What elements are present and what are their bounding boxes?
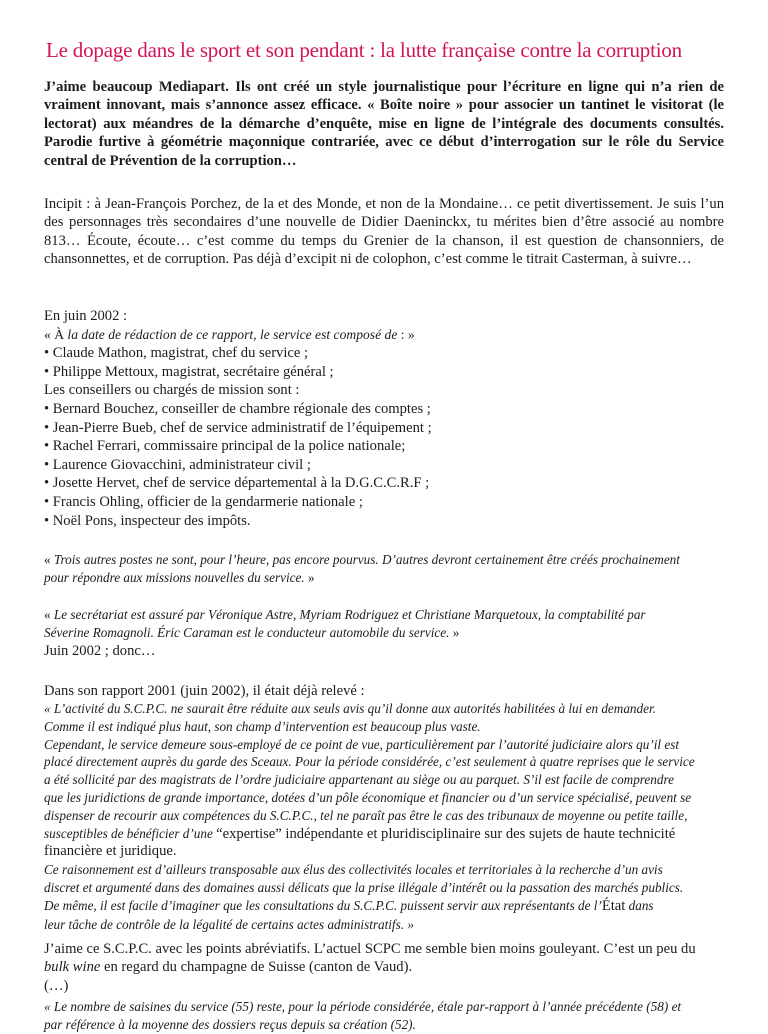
adviser-item: • Noël Pons, inspecteur des impôts. [44,512,251,529]
scpc-comment: J’aime ce S.C.P.C. avec les points abréviatifs. L’actuel SCPC me semble bien moins gouleyant. C’est un peu du bulk wine en regard du champagne de Suisse (canton de Vaud). (…) [44,941,696,994]
advisers-heading: Les conseillers ou chargés de mission sont : [44,382,300,399]
saisines-quote: « Le nombre de saisines du service (55) reste, pour la période considérée, étale par-rapport à l’année précédente (58) et par référence à la moyenne des dossiers reçus depuis sa création (52). [44,999,682,1032]
adviser-item: • Francis Ohling, officier de la gendarmerie nationale ; [44,493,363,510]
adviser-item: • Bernard Bouchez, conseiller de chambre régionale des comptes ; [44,400,431,417]
rapport-heading: Dans son rapport 2001 (juin 2002), il était déjà relevé : [44,683,365,699]
rapport-quote: « L’activité du S.C.P.C. ne saurait être réduite aux seuls avis qu’il donne aux autorités habilitées à lui en demander. Comme il est indiqué plus haut, son champ d’intervention est beaucoup plus vaste. Cependant, le service demeure sous-employé de ce point de vue, particulièrement par l’autorité judiciaire alors qu’il est placé directement auprès du garde des Sceaux. Pour la période considérée, c’est seulement à quatre reprises que le service a été sollicité par des magistrats de l’ordre judiciaire appartenant au siège ou au parquet. S’il est facile de comprendre que les juridictions de grande importance, dotées d’un pôle économique et financier ou d’un service spécialisé, peuvent se dispenser de recourir aux compétences du S.C.P.C., tel ne paraît pas être le cas des tribunaux de moyenne ou petite taille, susceptibles de bénéficier d’une “expertise” indépendante et pluridisciplinaire sur des sujets de haute technicité financière et juridique. Ce raisonnement est d’ailleurs transposable aux élus des collectivités locales et territoriales à la recherche d’un avis discret et argumenté dans des domaines aussi délicats que la prise illégale d’intérêt ou la passation des marchés publics. De même, il est facile d’imaginer que les consultations du S.C.P.C. puissent servir aux représentants de l’État dans leur tâche de contrôle de la légalité de certains actes administratifs. » [44,701,695,932]
adviser-item: • Josette Hervet, chef de service départemental à la D.G.C.C.R.F ; [44,475,430,492]
adviser-item: • Jean-Pierre Bueb, chef de service administratif de l’équipement ; [44,419,432,436]
juin-donc: Juin 2002 ; donc… [44,643,156,659]
quote-postes: « Trois autres postes ne sont, pour l’heure, pas encore pourvus. D’autres devront certainement être créés prochainement pour répondre aux missions nouvelles du service. » [44,552,680,585]
staff-section [44,307,724,530]
composition-quote: « À la date de rédaction de ce rapport, le service est composé de : » [44,326,415,342]
adviser-item: • Rachel Ferrari, commissaire principal de la police nationale; [44,438,406,455]
intro-paragraph: J’aime beaucoup Mediapart. Ils ont créé un style journalistique pour l’écriture en ligne qui n’a rien de vraiment innovant, mais s’annonce assez efficace. « Boîte noire » pour associer un tantinet le visitorat (le lectorat) aux méandres de la démarche d’enquête, mise en ligne de l’intégrale des documents consultés. Parodie furtive à géométrie maçonnique contrariée, avec ce début d’interrogation sur le rôle du Service central de Prévention de la corruption… [44,79,724,169]
quote-secretariat: « Le secrétariat est assuré par Véronique Astre, Myriam Rodriguez et Christiane Marquetoux, la comptabilité par Séverine Romagnoli. Éric Caraman est le conducteur automobile du service. » [44,607,646,640]
staff-item: • Philippe Mettoux, magistrat, secrétaire général ; [44,363,334,380]
section-heading: En juin 2002 : [44,308,128,324]
incipit-paragraph: Incipit : à Jean-François Porchez, de la et des Monde, et non de la Mondaine… ce petit divertissement. Je suis l’un des personnages très secondaires d’une nouvelle de Didier Daeninckx, tu mérites bien d’être associé au nombre 813… Écoute, écoute… c’est comme du temps du Grenier de la chanson, il est question de chansonniers, de chansonnettes, et de corruption. Pas déjà d’excipit ni de colophon, c’est comme le titrait Casterman, à suivre… [44,196,724,268]
article-title: Le dopage dans le sport et son pendant : la lutte française contre la corruption [46,38,682,62]
adviser-item: • Laurence Giovacchini, administrateur civil ; [44,456,311,473]
staff-item: • Claude Mathon, magistrat, chef du service ; [44,345,309,362]
